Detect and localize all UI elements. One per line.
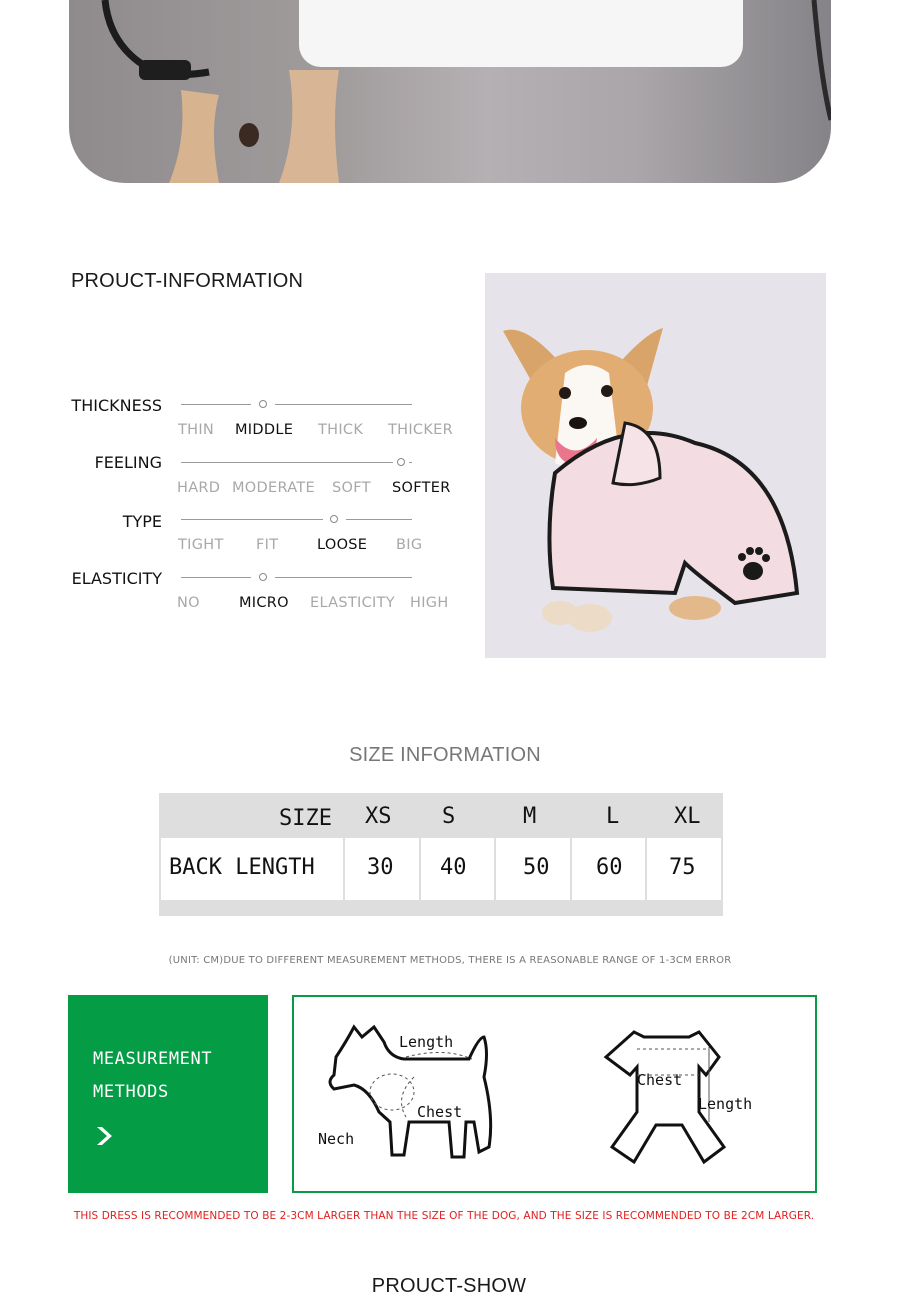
attr-scale-line <box>181 519 323 520</box>
attr-option: HARD <box>177 480 221 496</box>
attr-option: HIGH <box>410 595 449 611</box>
attr-label-thickness: THICKNESS <box>71 396 162 415</box>
table-value: 60 <box>596 855 623 880</box>
dog-measurement-illustration <box>294 997 815 1191</box>
top-banner-photo <box>69 0 831 183</box>
attr-marker-dot <box>259 573 267 581</box>
attr-scale-line <box>181 462 393 463</box>
attr-scale-line <box>275 404 412 405</box>
table-row-label: BACK LENGTH <box>169 855 315 880</box>
table-value: 50 <box>523 855 550 880</box>
attr-scale-line <box>181 404 251 405</box>
attr-scale-line <box>409 462 412 463</box>
size-recommendation-note: THIS DRESS IS RECOMMENDED TO BE 2-3CM LARGER THAN THE SIZE OF THE DOG, AND THE SIZE IS RECOMMENDED TO BE 2CM LARGER. <box>73 1210 815 1222</box>
measurement-heading-line2: METHODS <box>93 1082 169 1102</box>
attr-option: SOFT <box>332 480 371 496</box>
attr-option-selected: MICRO <box>239 595 289 611</box>
measurement-heading-line1: MEASUREMENT <box>93 1049 213 1069</box>
measurement-diagram <box>292 995 817 1193</box>
table-value: 30 <box>367 855 394 880</box>
attr-option: BIG <box>396 537 423 553</box>
diagram-label-neck: Nech <box>318 1130 355 1148</box>
table-value: 75 <box>669 855 696 880</box>
table-header-cell: S <box>442 804 456 829</box>
product-photo <box>485 273 826 658</box>
attr-scale-line <box>346 519 412 520</box>
diagram-label-chest: Chest <box>417 1103 463 1121</box>
chevron-right-icon <box>93 1125 115 1147</box>
attr-marker-dot <box>330 515 338 523</box>
attr-option: THICK <box>318 422 364 438</box>
measurement-methods-panel <box>68 995 268 1193</box>
attr-label-type: TYPE <box>122 512 162 531</box>
attr-option-selected: LOOSE <box>317 537 368 553</box>
table-header-cell: XS <box>365 804 392 829</box>
product-show-title: PROUCT-SHOW <box>371 1275 527 1297</box>
attr-scale-line <box>181 577 251 578</box>
attr-label-feeling: FEELING <box>94 453 162 472</box>
diagram-label-length: Length <box>399 1033 454 1051</box>
attr-scale-line <box>275 577 412 578</box>
table-header-cell: SIZE <box>279 806 332 831</box>
attr-option: TIGHT <box>178 537 224 553</box>
attr-option: FIT <box>256 537 279 553</box>
attr-option: MODERATE <box>232 480 315 496</box>
table-header-cell: L <box>606 804 620 829</box>
table-cell <box>421 838 494 900</box>
unit-note: (UNIT: CM)DUE TO DIFFERENT MEASUREMENT METHODS, THERE IS A REASONABLE RANGE OF 1-3CM ERROR <box>168 955 732 966</box>
diagram-label-length-2: Length <box>698 1095 753 1113</box>
table-header-cell: M <box>523 804 537 829</box>
banner-caption-card <box>299 0 743 67</box>
size-table <box>159 793 723 916</box>
attr-option: NO <box>177 595 200 611</box>
attr-label-elasticity: ELASTICITY <box>71 569 162 588</box>
attr-marker-dot <box>397 458 405 466</box>
table-header-cell: XL <box>674 804 701 829</box>
table-value: 40 <box>440 855 467 880</box>
table-cell <box>496 838 570 900</box>
attr-option-selected: SOFTER <box>392 480 451 496</box>
table-cell <box>647 838 721 900</box>
size-information-title: SIZE INFORMATION <box>349 744 541 766</box>
product-information-title: PROUCT-INFORMATION <box>71 270 304 292</box>
attr-option: THIN <box>178 422 215 438</box>
table-cell <box>345 838 419 900</box>
attr-option: ELASTICITY <box>310 595 395 611</box>
attr-option-selected: MIDDLE <box>235 422 294 438</box>
corgi-in-pink-robe-image <box>485 273 826 658</box>
attr-option: THICKER <box>388 422 454 438</box>
diagram-label-chest-2: Chest <box>637 1071 683 1089</box>
table-cell <box>572 838 645 900</box>
attr-marker-dot <box>259 400 267 408</box>
table-cell <box>161 838 343 900</box>
